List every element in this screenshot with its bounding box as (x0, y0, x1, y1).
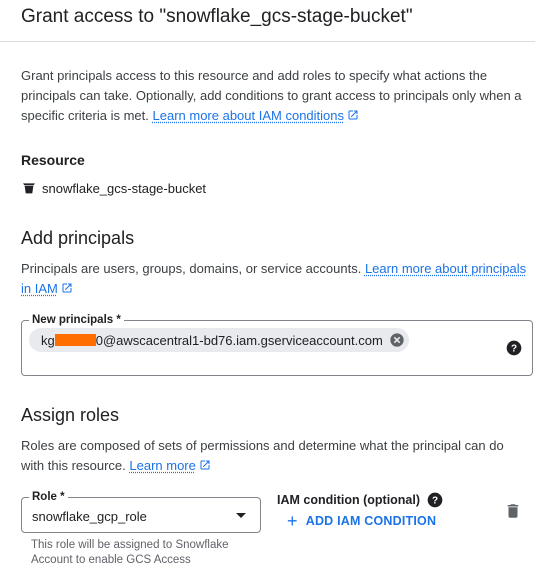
chip-remove-icon[interactable] (389, 332, 405, 348)
resource-name: snowflake_gcs-stage-bucket (42, 180, 207, 196)
svg-text:?: ? (431, 495, 439, 507)
intro-description: Grant principals access to this resource and add roles to specify what actions the principals can take. Optionally, add conditions to grant access to principals only when a specific criteria is met. (21, 68, 522, 123)
resource-row (21, 179, 206, 197)
principal-chip[interactable] (29, 328, 409, 352)
role-label: Role * (29, 490, 68, 504)
redaction-block (55, 334, 96, 346)
roles-description-text: Roles are composed of sets of permissions and determine what the principal can do with this resource. (21, 438, 504, 473)
principals-description-text: Principals are users, groups, domains, or service accounts. (21, 261, 362, 276)
new-principals-field[interactable] (21, 314, 533, 376)
svg-text:?: ? (510, 343, 518, 355)
add-principals-heading: Add principals (21, 228, 135, 248)
new-principals-label: New principals * (29, 313, 124, 327)
intro-text (21, 66, 526, 126)
external-link-icon (61, 282, 73, 294)
resource-heading: Resource (21, 152, 85, 168)
assign-roles-heading: Assign roles (21, 405, 120, 425)
iam-conditions-link-label: Learn more about IAM conditions (152, 108, 344, 123)
iam-condition-title-text: IAM condition (optional) (277, 493, 421, 507)
help-icon[interactable] (506, 340, 522, 356)
add-iam-condition-label: ADD IAM CONDITION (305, 514, 437, 528)
role-value: snowflake_gcp_role (32, 509, 147, 524)
chip-text-prefix: kg (41, 332, 55, 348)
delete-icon[interactable] (504, 502, 522, 520)
external-link-icon (199, 459, 211, 471)
roles-learn-more-link[interactable] (129, 458, 210, 473)
principals-link-label: Learn more about principals in IAM (21, 261, 527, 296)
role-select[interactable] (21, 491, 261, 533)
dialog-header (0, 0, 535, 42)
dropdown-arrow-icon[interactable] (236, 513, 246, 518)
external-link-icon (347, 109, 359, 121)
bucket-icon (21, 180, 37, 196)
add-iam-condition-button[interactable] (287, 512, 436, 530)
dialog-title: Grant access to "snowflake_gcs-stage-bucket" (21, 6, 413, 27)
iam-condition-title (277, 492, 443, 508)
roles-description (21, 436, 521, 476)
iam-conditions-link[interactable] (153, 108, 360, 123)
role-helper-text: This role will be assigned to Snowflake Account to enable GCS Access (31, 539, 229, 566)
help-icon[interactable] (427, 492, 443, 508)
plus-icon: + (287, 511, 298, 531)
chip-text-suffix: 0@awscacentral1-bd76.iam.gserviceaccount.com (95, 332, 383, 348)
roles-link-label: Learn more (129, 458, 196, 473)
principals-description (21, 259, 529, 299)
